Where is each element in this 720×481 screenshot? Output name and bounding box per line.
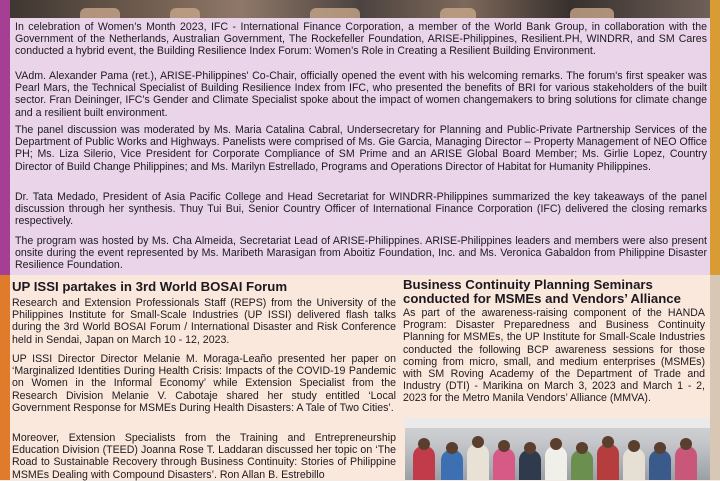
article-paragraph: Dr. Tata Medado, President of Asia Pacific College and Head Secretariat for WINDRR-Philippines summarized the key takeaways of the panel discussion through her synthesis. Thuy Tui Bui, Senior Country Officer of International Finance Corporation (IFC) delivered the closing remarks respectively.: [15, 191, 707, 228]
right-accent-stripe-lower: [710, 275, 720, 480]
article-paragraph: UP ISSI Director Director Melanie M. Moraga-Leaño presented her paper on ‘Marginalized Identities During Health Crisis: Impacts of the COVID-19 Pandemic on Women in the Informal Economy’ while Extension Specialist from the Research Division Melanie V. Cabotaje shared her study entitled ‘Local Government Response for MSMEs During Health Disasters: A Tale of Two Cities’.: [12, 353, 396, 414]
right-accent-stripe: [710, 0, 720, 275]
article-title: UP ISSI partakes in 3rd World BOSAI Forum: [12, 279, 288, 294]
article-paragraph: The program was hosted by Ms. Cha Almeida, Secretariat Lead of ARISE-Philippines. ARISE-Philippines leaders and members were also present onsite during the event represented by Ms. Maribeth Marasigan from Aboitiz Foundation, Inc. and Ms. Veronica Gabaldon from Philippine Disaster Resilience Foundation.: [15, 235, 707, 272]
bosai-forum-article: [10, 275, 398, 480]
article-paragraph: In celebration of Women’s Month 2023, IFC - International Finance Corporation, a member of the World Bank Group, in collaboration with the Government of the Netherlands, Australian Government, The Rockefeller Foundation, ARISE-Philippines, Resilient.PH, WINDRR, and SM Cares conducted a hybrid event, the Building Resilience Index Forum: Women’s Role in Creating a Resilient Building Environment.: [15, 21, 707, 58]
event-photo-strip: [10, 0, 710, 18]
article-paragraph: Research and Extension Professionals Staff (REPS) from the University of the Philippines Institute for Small-Scale Industries (UP ISSI) delivered flash talks during the 3rd World BOSAI Forum / International Disaster and Risk Conference held in Sendai, Japan on March 10 - 12, 2023.: [12, 297, 396, 346]
article-paragraph: VAdm. Alexander Pama (ret.), ARISE-Philippines' Co-Chair, officially opened the event with his welcoming remarks. The forum's first speaker was Pearl Mars, the Technical Specialist of Building Resilience Index from IFC, who presented the benefits of BRI for various stakeholders of the built sector. Fran Deininger, IFC's Gender and Climate Specialist spoke about the impact of women changemakers to bring solutions for climate change and a resilient built environment.: [15, 70, 707, 119]
left-accent-stripe: [0, 0, 10, 275]
article-paragraph: The panel discussion was moderated by Ms. Maria Catalina Cabral, Undersecretary for Planning and Public-Private Partnership Services of the Department of Public Works and Highways. Panelists were comprised of Ms. Gie Garcia, Managing Director – Property Management of NEO Office PH; Ms. Liza Silerio, Vice President for Corporate Compliance of SM Prime and an ARISE Global Board Member; Ms. Girlie Lopez, Country Director of Build Change Philippines; and Ms. Marilyn Estrellado, Programs and Operations Director of Habitat for Humanity Philippines.: [15, 124, 707, 173]
article-paragraph: As part of the awareness-raising component of the HANDA Program: Disaster Preparedness and Business Continuity Planning for MSMEs, the UP Institute for Small-Scale Industries conducted the following BCP awareness sessions for those coming from micro, small, and medium enterprises (MSMEs) with SM Roving Academy of the Department of Trade and Industry (DTI) - Marikina on March 3, 2023 and March 1 - 2, 2023 for the Metro Manila Vendors’ Alliance (MMVA).: [403, 307, 705, 405]
article-title: Business Continuity Planning Seminars conducted for MSMEs and Vendors’ Alliance: [403, 277, 681, 306]
bri-forum-article: [10, 18, 710, 275]
left-accent-stripe-lower: [0, 275, 10, 480]
seminar-group-photo: [405, 418, 710, 480]
article-paragraph: Moreover, Extension Specialists from the Training and Entrepreneurship Education Division (TEED) Joanna Rose T. Laddaran discussed her topic on ‘The Road to Sustainable Recovery through Business Continuity: Stories of Philippine MSMEs Dealing with Compound Disasters’. Ron Allan B. Estrebillo: [12, 432, 396, 481]
